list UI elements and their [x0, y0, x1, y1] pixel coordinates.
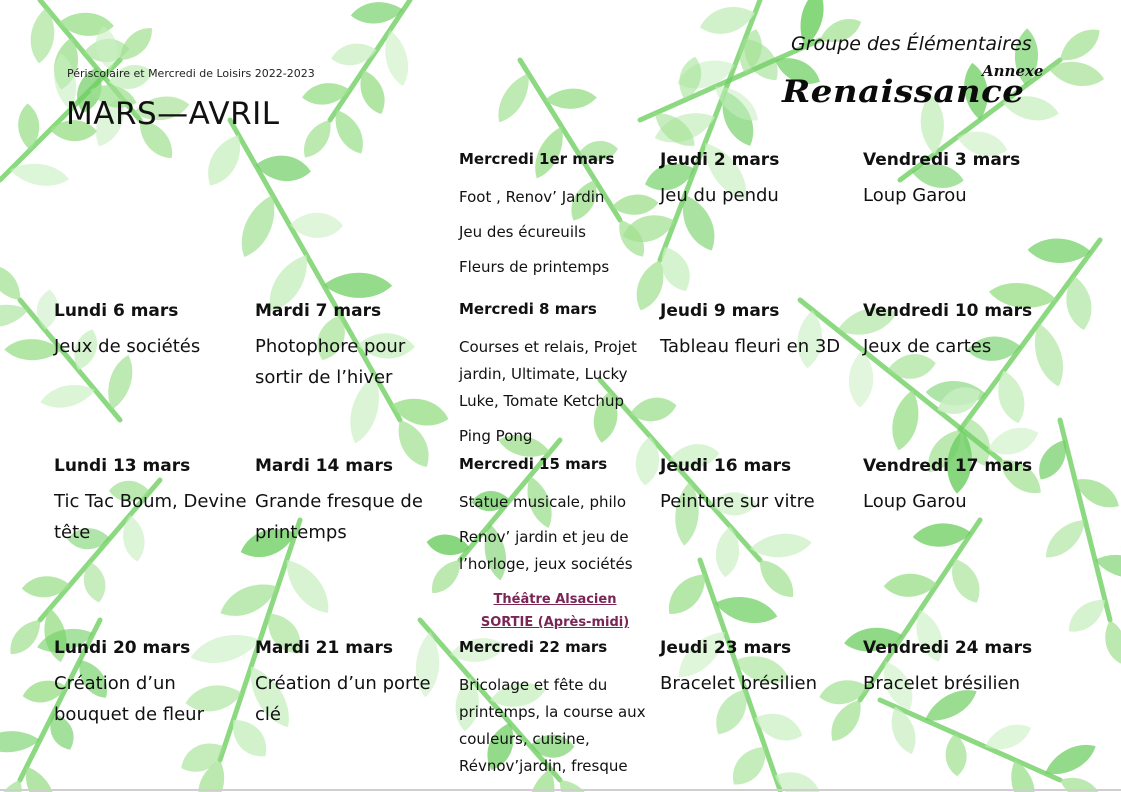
activity: Ping Pong [459, 427, 533, 445]
activity-line: Tic Tac Boum, Devine [54, 491, 247, 512]
day-cell-tue-3 [255, 456, 423, 548]
leaf-shape [1027, 238, 1091, 264]
day-cell-wed-3 [459, 455, 654, 634]
day-heading: Lundi 6 mars [54, 301, 179, 321]
activity-line: Révnov’jardin, fresque [459, 757, 628, 775]
day-heading: Vendredi 10 mars [863, 301, 1033, 321]
leaf-shape [545, 87, 598, 110]
activity: Jeu des écureuils [459, 223, 586, 241]
day-cell-wed-2 [459, 300, 654, 450]
day-heading: Mardi 14 mars [255, 456, 393, 476]
activity-line: Luke, Tomate Ketchup [459, 392, 624, 410]
activity-line: Création d’un porte [255, 673, 431, 694]
brand-logo [770, 32, 1070, 122]
activity-line: tête [54, 522, 91, 543]
brand-name: Renaissance [782, 74, 1025, 110]
day-heading: Jeudi 2 mars [660, 150, 780, 170]
day-heading: Vendredi 17 mars [863, 456, 1033, 476]
activity-line: Grande fresque de [255, 491, 423, 512]
day-heading: Vendredi 3 mars [863, 150, 1021, 170]
day-heading: Lundi 13 mars [54, 456, 191, 476]
leaf-shape [0, 259, 27, 306]
activity: Loup Garou [863, 491, 967, 512]
day-cell-mon-3 [54, 456, 247, 548]
activity-line: l’horloge, jeux sociétés [459, 555, 633, 573]
activity: Fleurs de printemps [459, 258, 610, 276]
day-heading: Mercredi 22 mars [459, 638, 608, 656]
day-cell-tue-4 [255, 638, 431, 730]
day-cell-mon-4 [54, 638, 204, 730]
activity: Peinture sur vitre [660, 491, 815, 512]
activity: Jeu du pendu [660, 185, 779, 206]
day-cell-fri-2 [863, 301, 1032, 362]
day-heading: Jeudi 23 mars [660, 638, 792, 658]
leaf-shape [1039, 512, 1093, 565]
brand-group: Groupe des Élémentaires [791, 33, 1032, 55]
day-heading: Mercredi 8 mars [459, 300, 597, 318]
activity-line: printemps, la course aux [459, 703, 646, 721]
activity: Jeux de sociétés [54, 336, 201, 357]
activity-line: printemps [255, 522, 347, 543]
day-cell-fri-4 [863, 638, 1032, 699]
activity: Tableau fleuri en 3D [660, 336, 841, 357]
day-cell-wed-4 [459, 638, 659, 780]
day-cell-tue-2 [255, 301, 405, 393]
day-cell-fri-1 [863, 150, 1020, 211]
leaf-shape [301, 80, 352, 108]
activity: Foot , Renov’ Jardin [459, 188, 605, 206]
header-subtitle: Périscolaire et Mercredi de Loisirs 2022-2023 [67, 67, 315, 80]
activity-line: Renov’ jardin et jeu de [459, 528, 629, 546]
activity-line: Bricolage et fête du [459, 676, 608, 694]
day-heading: Mardi 21 mars [255, 638, 393, 658]
activity: Statue musicale, philo [459, 493, 626, 511]
leaf-shape [297, 115, 338, 163]
activity-line: couleurs, cuisine, [459, 730, 590, 748]
leaf-shape [389, 393, 452, 431]
outing-title: Théâtre Alsacien [493, 592, 617, 607]
outing-note: SORTIE (Après-midi) [480, 615, 630, 630]
activity-line: jardin, Ultimate, Lucky [459, 365, 628, 383]
activity: Bracelet brésilien [863, 673, 1020, 694]
activity-line: Photophore pour [255, 336, 406, 357]
activity: Jeux de cartes [863, 336, 992, 357]
page-bottom-divider [0, 789, 1121, 791]
day-cell-thu-1 [660, 150, 779, 211]
day-cell-thu-3 [660, 456, 815, 517]
activity-line: Création d’un [54, 673, 176, 694]
day-heading: Mardi 7 mars [255, 301, 382, 321]
day-heading: Jeudi 16 mars [660, 456, 792, 476]
activity-line: sortir de l’hiver [255, 367, 393, 388]
brand-annexe: Annexe [982, 62, 1044, 80]
day-heading: Vendredi 24 mars [863, 638, 1033, 658]
page-title: MARS—AVRIL [66, 96, 280, 132]
leaf-shape [329, 40, 378, 69]
activity-line: bouquet de fleur [54, 704, 204, 725]
day-cell-fri-3 [863, 456, 1032, 517]
day-cell-wed-1 [459, 150, 649, 285]
day-heading: Lundi 20 mars [54, 638, 191, 658]
day-cell-thu-4 [660, 638, 817, 699]
day-heading: Jeudi 9 mars [660, 301, 780, 321]
activity-line: Courses et relais, Projet [459, 338, 637, 356]
activity: Loup Garou [863, 185, 967, 206]
day-heading: Mercredi 15 mars [459, 455, 608, 473]
activity: Bracelet brésilien [660, 673, 817, 694]
leaf-shape [1101, 618, 1121, 666]
day-cell-mon-2 [54, 301, 200, 362]
day-cell-thu-2 [660, 301, 840, 362]
day-heading: Mercredi 1er mars [459, 150, 615, 168]
leaf-shape [323, 272, 392, 298]
activity-line: clé [255, 704, 281, 725]
